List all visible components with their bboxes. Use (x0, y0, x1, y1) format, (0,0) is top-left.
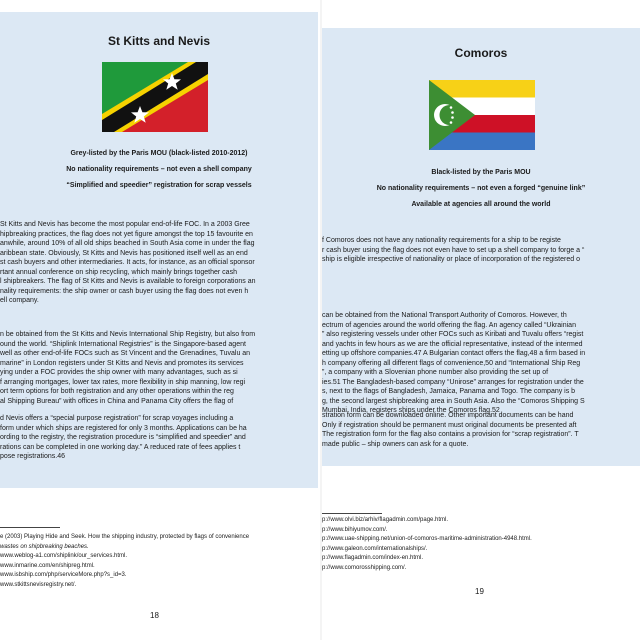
subhead-line: Black-listed by the Paris MOU (431, 169, 531, 176)
star-icon (451, 116, 454, 119)
text-line: st cash buyers and other intermediaries. It acts, for instance, as an official sponsor (0, 259, 255, 266)
text-line: stration form can be downloaded online. Other important documents can be hand (322, 412, 574, 419)
text-line: hipbreaking practices, the flag does not yet figure amongst the top 15 favourite en (0, 230, 253, 238)
country-title: Comoros (454, 46, 508, 60)
subhead-line: No nationality requirements – not even a forged “genuine link” (376, 185, 586, 192)
text-line: r cash buyer using the flag does not even have to set up a shell company to forge a “ (322, 246, 585, 254)
crescent-cutout (440, 105, 460, 125)
flag-status-summary (322, 165, 640, 213)
body-paragraph (0, 220, 318, 306)
text-line: ort term options for both registration and any other operations within the reg (0, 388, 234, 395)
text-line: ectrum of agencies around the world offering the flag. An agency called “Ukrainian (322, 321, 576, 329)
footnote-divider (0, 527, 60, 528)
text-line: ies.51 The Bangladesh-based company “Unirose” arranges for registration under the (322, 378, 584, 386)
body-paragraph (322, 411, 640, 449)
text-line: aribbean state. Obviously, St Kitts and Nevis has positioned itself well as an end (0, 249, 248, 257)
country-profile-box (0, 12, 318, 488)
text-line: pose registrations.46 (0, 453, 65, 460)
text-line: ound the world. “Shiplink International Registries” is the Singapore-based agent (0, 340, 246, 348)
footnote-link[interactable]: p://www.flagadmin.com/index-en.html. (322, 555, 424, 561)
text-line: ell company. (0, 297, 39, 304)
text-line: The registration form for the flag also contains a provision for “scrap registration”. T (322, 431, 579, 438)
text-line: ” also registering vessels under other FOCs such as Kiribati and Tuvalu offers “regist (322, 331, 584, 338)
footnote-link[interactable]: p://www.uae-shipping.net/union-of-comoros-maritime-administration-4948.html. (322, 536, 532, 542)
text-line: f arranging mortgages, lower tax rates, more flexibility in ship manning, low regi (0, 378, 246, 386)
text-line: Mumbai, India, registers ships under the Comoros flag.52 (322, 407, 500, 414)
footnote: wastes on shipbreaking beaches. (0, 543, 89, 550)
body-paragraph (0, 330, 318, 406)
footnote-link[interactable]: www.stkittsnevisregistry.net/. (0, 581, 77, 588)
page-number: 18 (150, 611, 159, 620)
body-paragraph (322, 311, 640, 416)
star-icon (450, 106, 453, 109)
star-icon (451, 111, 454, 114)
text-line: ying under a FOC provides the ship owner with many advantages, such as si (0, 369, 238, 376)
body-paragraph (322, 236, 640, 265)
footnote-link[interactable]: www.weblog-a1.com/shiplink/our_services.html. (0, 553, 128, 559)
text-line: etting up offshore companies.47 A Bulgarian contact offers the flag,48 a firm based in (322, 350, 586, 357)
footnote-link[interactable]: p://www.bihiyumov.com/. (322, 526, 388, 533)
text-line: rations can be completed in one working day.” A reduced rate of fees applies t (0, 443, 241, 451)
country-title: St Kitts and Nevis (107, 34, 211, 48)
text-line: al Shipping Bureau” with offices in China and Panama City offers the flag of (0, 397, 234, 405)
st-kitts-and-nevis-flag-icon (102, 62, 208, 132)
text-line: g, the second largest shipbreaking area in South Asia. Also the “Comoros Shipping S (322, 397, 585, 405)
subhead-line: Available at agencies all around the world (411, 201, 551, 208)
text-line: d Nevis offers a “special purpose registration” for scrap voyages including a (0, 415, 234, 422)
subhead-line: “Simplified and speedier” registration for scrap vessels (66, 182, 252, 189)
country-profile-box (322, 28, 640, 466)
text-line: well as other end-of-life FOCs such as St Vincent and the Grenadines, Tuvalu an (0, 350, 251, 357)
text-line: Only if registration should be permanent must original documents be presented aft (322, 421, 577, 429)
footnote: e (2003) Playing Hide and Seek. How the shipping industry, protected by flags of convenience (0, 534, 250, 540)
text-line: ording to the registry, the registration procedure is “simplified and speedier” and (0, 434, 246, 441)
footnotes (322, 516, 640, 573)
text-line: made public – ship owners can ask for a quote. (322, 440, 469, 448)
footnotes (0, 533, 320, 590)
text-line: s, next to the flags of Bangladesh, Jamaica, Panama and Togo. The company is b (322, 388, 576, 395)
footnote-link[interactable]: www.isbship.com/php/serviceMore.php?s_id=3. (0, 572, 127, 578)
text-line: ”, a company with a Slovenian phone number also providing the set up of (322, 369, 549, 376)
comoros-flag-icon (429, 80, 535, 150)
text-line: St Kitts and Nevis has become the most popular end-of-life FOC. In a 2003 Gree (0, 221, 250, 228)
body-paragraph (0, 414, 318, 462)
text-line: anwhile, around 10% of all old ships beached in South Asia come in under the flag (0, 240, 255, 247)
star-icon (450, 121, 453, 124)
text-line: can be obtained from the National Transport Authority of Comoros. However, th (322, 312, 567, 319)
text-line: marine” in London registers under St Kitts and Nevis and promotes its services (0, 359, 244, 367)
right-page (322, 0, 640, 640)
text-line: ship is eligible irrespective of nationality or place of incorporation of the registered o (322, 256, 580, 263)
text-line: h company offering all different flags of convenience,50 and “International Ship Reg (322, 359, 581, 367)
page-number: 19 (475, 587, 484, 596)
flag-status-summary (0, 146, 318, 194)
text-line: nality requirements: the ship owner or cash buyer using the flag does not even h (0, 287, 249, 295)
text-line: f Comoros does not have any nationality requirements for a ship to be registe (322, 237, 561, 244)
footnote-link[interactable]: p://www.olvi.biz/arhiv/flagadmin.com/page.html. (322, 517, 449, 523)
text-line: rtant annual conference on ship recycling, which mainly brings together cash (0, 268, 237, 276)
text-line: n be obtained from the St Kitts and Nevis International Ship Registry, but also from (0, 331, 256, 338)
text-line: and yachts in few hours as we are the official representative, instead of the intermed (322, 340, 583, 348)
subhead-line: Grey-listed by the Paris MOU (black-listed 2010-2012) (70, 150, 248, 157)
subhead-line: No nationality requirements – not even a shell company (66, 166, 252, 173)
footnote-divider (322, 513, 382, 514)
footnote-link[interactable]: www.inmarine.com/en/shipreg.html. (0, 562, 95, 569)
footnote-link[interactable]: p://www.comorosshipping.com/. (322, 564, 407, 571)
footnote-link[interactable]: p://www.galeon.com/internationalships/. (322, 545, 428, 552)
text-line: l shipbreakers. The flag of St Kitts and Nevis is available to foreign corporations an (0, 278, 256, 285)
text-line: form under which ships are registered for only 3 months. Applications can be ha (0, 424, 247, 432)
